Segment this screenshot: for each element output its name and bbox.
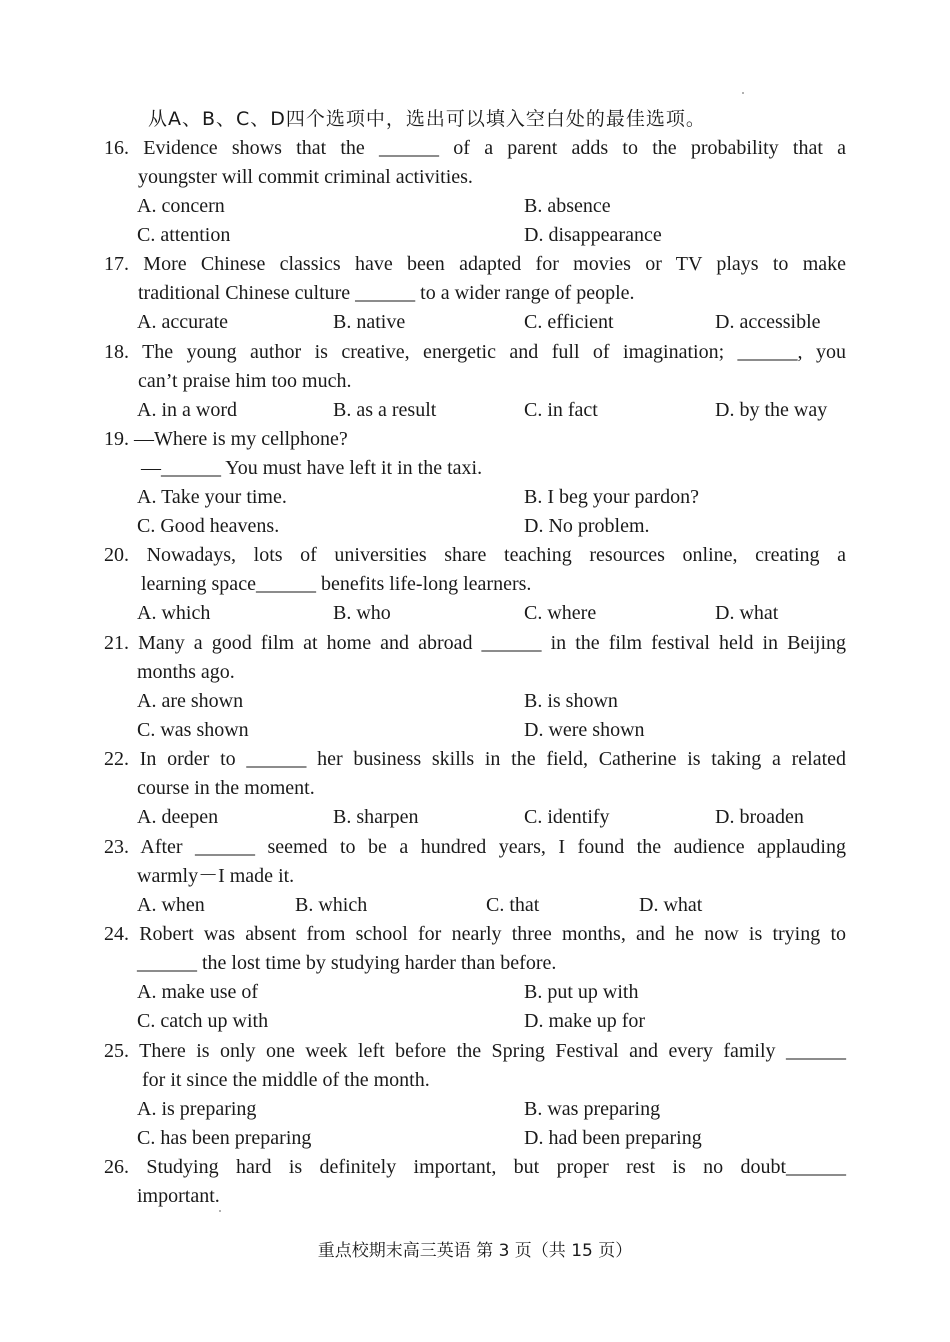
option-d[interactable]: D. make up for xyxy=(524,1010,646,1032)
option-b[interactable]: B. I beg your pardon? xyxy=(524,486,699,508)
options-row xyxy=(104,308,846,337)
option-b[interactable]: B. native xyxy=(333,311,406,333)
page-footer: 重点校期末高三英语 第 3 页（共 15 页） xyxy=(317,1241,633,1261)
options-row xyxy=(104,1007,846,1036)
question-21 xyxy=(104,629,846,745)
question-20 xyxy=(104,541,846,628)
options-row xyxy=(104,1095,846,1124)
question-18 xyxy=(104,338,846,425)
question-stem-line2: traditional Chinese culture ______ to a wider range of people. xyxy=(138,282,635,304)
question-stem-line1: 23. After ______ seemed to be a hundred years, I found the audience applauding xyxy=(104,836,846,858)
option-a[interactable]: A. when xyxy=(137,894,205,916)
question-24 xyxy=(104,920,846,1036)
question-23 xyxy=(104,833,846,920)
option-a[interactable]: A. in a word xyxy=(137,399,237,421)
question-stem-line1: 25. There is only one week left before the Spring Festival and every family ______ xyxy=(104,1040,847,1062)
option-b[interactable]: B. who xyxy=(333,602,391,624)
question-stem-line2: course in the moment. xyxy=(137,777,315,799)
option-c[interactable]: C. Good heavens. xyxy=(137,515,280,537)
option-c[interactable]: C. that xyxy=(486,894,540,916)
option-d[interactable]: D. were shown xyxy=(524,719,645,741)
section-instruction: 从A、B、C、D四个选项中，选出可以填入空白处的最佳选项。 xyxy=(148,108,706,130)
option-a[interactable]: A. deepen xyxy=(137,806,219,828)
question-stem-line1: 22. In order to ______ her business skills in the field, Catherine is taking a related xyxy=(104,748,847,770)
option-d[interactable]: D. broaden xyxy=(715,806,804,828)
question-stem-line2: for it since the middle of the month. xyxy=(142,1069,430,1091)
option-d[interactable]: D. disappearance xyxy=(524,224,662,246)
scan-speck xyxy=(742,92,744,94)
option-c[interactable]: C. catch up with xyxy=(137,1010,269,1032)
question-25 xyxy=(104,1037,846,1153)
question-stem-line2: —______ You must have left it in the taxi. xyxy=(141,457,483,479)
question-stem-line1: 26. Studying hard is definitely important, but proper rest is no doubt______ xyxy=(104,1156,846,1178)
options-row xyxy=(104,978,846,1007)
options-row xyxy=(104,687,846,716)
option-a[interactable]: A. Take your time. xyxy=(137,486,287,508)
option-d[interactable]: D. what xyxy=(639,894,703,916)
options-row xyxy=(104,599,846,628)
question-stem-line1: 18. The young author is creative, energetic and full of imagination; ______, you xyxy=(104,341,846,363)
options-row xyxy=(104,512,846,541)
question-stem-line2: can’t praise him too much. xyxy=(138,370,352,392)
question-stem-line2: youngster will commit criminal activities. xyxy=(138,166,473,188)
option-a[interactable]: A. accurate xyxy=(137,311,229,333)
option-a[interactable]: A. are shown xyxy=(137,690,244,712)
question-17 xyxy=(104,250,846,337)
question-16 xyxy=(104,134,846,250)
option-b[interactable]: B. sharpen xyxy=(333,806,419,828)
options-row xyxy=(104,192,846,221)
question-26 xyxy=(104,1153,846,1211)
options-row xyxy=(104,803,846,832)
option-c[interactable]: C. where xyxy=(524,602,597,624)
question-22 xyxy=(104,745,846,832)
question-stem-line1: 20. Nowadays, lots of universities share teaching resources online, creating a xyxy=(104,544,846,566)
option-c[interactable]: C. attention xyxy=(137,224,231,246)
question-stem-line1: 21. Many a good film at home and abroad ______ in the film festival held in Beijing xyxy=(104,632,847,654)
option-c[interactable]: C. has been preparing xyxy=(137,1127,312,1149)
question-stem-line1: 24. Robert was absent from school for nearly three months, and he now is trying to xyxy=(104,923,847,945)
question-stem-line1: 19. —Where is my cellphone? xyxy=(104,428,348,450)
options-row xyxy=(104,716,846,745)
options-row xyxy=(104,483,846,512)
option-b[interactable]: B. is shown xyxy=(524,690,618,712)
option-b[interactable]: B. put up with xyxy=(524,981,639,1003)
options-row xyxy=(104,1124,846,1153)
option-d[interactable]: D. accessible xyxy=(715,311,821,333)
question-19 xyxy=(104,425,846,541)
question-stem-line2: ______ the lost time by studying harder than before. xyxy=(137,952,557,974)
option-d[interactable]: D. No problem. xyxy=(524,515,650,537)
option-c[interactable]: C. in fact xyxy=(524,399,598,421)
options-row xyxy=(104,396,846,425)
option-a[interactable]: A. which xyxy=(137,602,211,624)
option-b[interactable]: B. absence xyxy=(524,195,611,217)
option-d[interactable]: D. what xyxy=(715,602,779,624)
question-stem-line2: months ago. xyxy=(137,661,235,683)
question-stem-line2: learning space______ benefits life-long learners. xyxy=(141,573,532,595)
options-row xyxy=(104,221,846,250)
option-a[interactable]: A. is preparing xyxy=(137,1098,257,1120)
option-c[interactable]: C. identify xyxy=(524,806,610,828)
option-a[interactable]: A. make use of xyxy=(137,981,259,1003)
question-stem-line1: 16. Evidence shows that the ______ of a parent adds to the probability that a xyxy=(104,137,846,159)
question-stem-line1: 17. More Chinese classics have been adapted for movies or TV plays to make xyxy=(104,253,847,275)
option-d[interactable]: D. by the way xyxy=(715,399,828,421)
question-stem-line2: important. xyxy=(137,1185,220,1207)
option-b[interactable]: B. as a result xyxy=(333,399,437,421)
option-d[interactable]: D. had been preparing xyxy=(524,1127,702,1149)
option-a[interactable]: A. concern xyxy=(137,195,225,217)
option-c[interactable]: C. efficient xyxy=(524,311,614,333)
options-row xyxy=(104,891,846,920)
option-b[interactable]: B. was preparing xyxy=(524,1098,661,1120)
option-c[interactable]: C. was shown xyxy=(137,719,249,741)
option-b[interactable]: B. which xyxy=(295,894,368,916)
question-stem-line2: warmly－I made it. xyxy=(137,865,295,887)
